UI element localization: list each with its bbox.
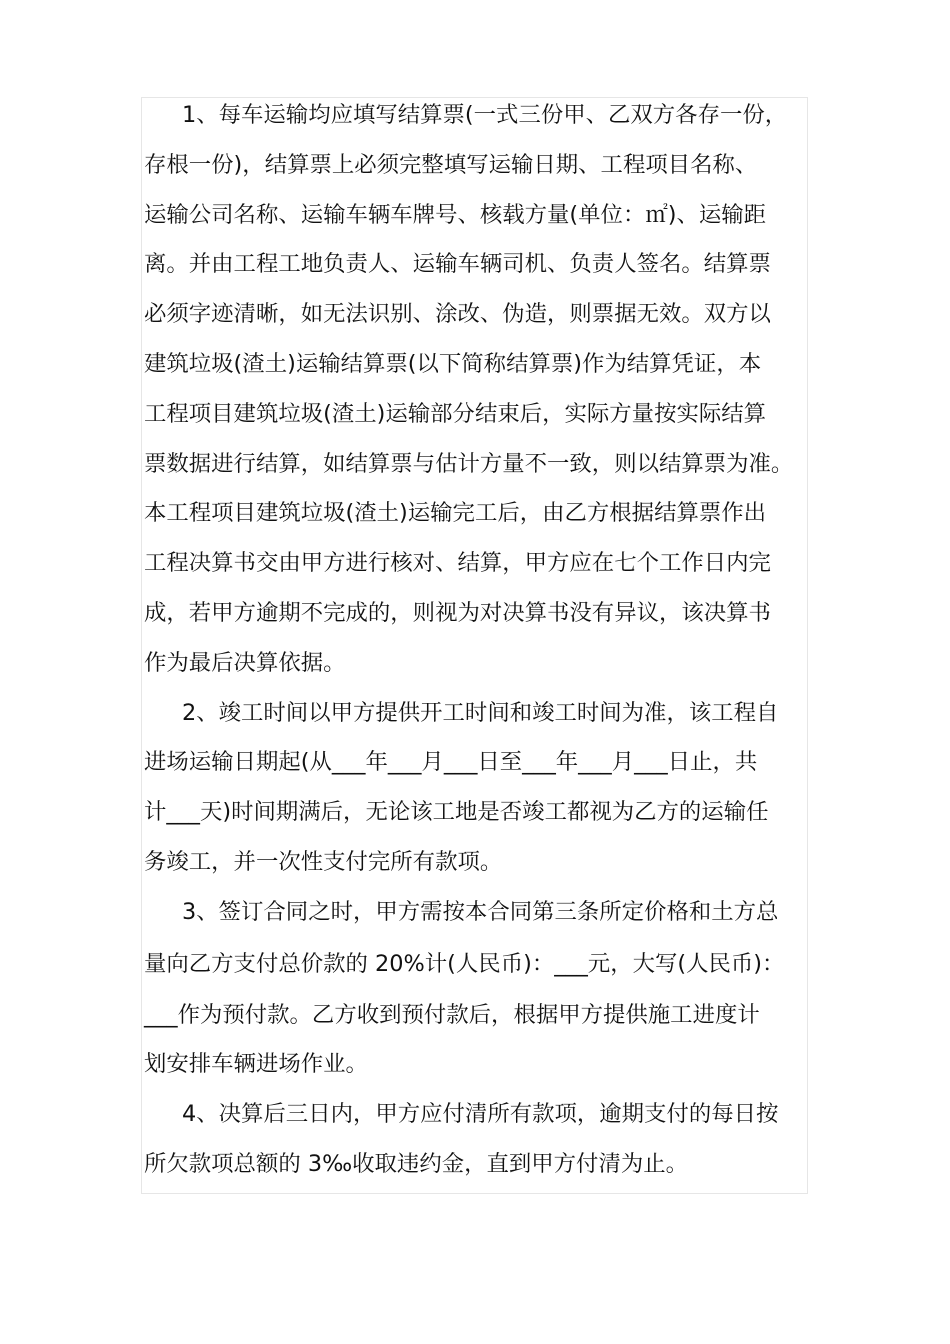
- paragraph-2: [144, 689, 814, 888]
- text-line: 4、决算后三日内，甲方应付清所有款项，逾期支付的每日按: [182, 1101, 779, 1128]
- text-line: 计___天)时间期满后，无论该工地是否竣工都视为乙方的运输任: [144, 799, 769, 826]
- text-line: 存根一份)，结算票上必须完整填写运输日期、工程项目名称、: [144, 151, 758, 178]
- text-line: 作为最后决算依据。: [144, 649, 346, 676]
- text-line: 划安排车辆进场作业。: [144, 1051, 368, 1078]
- text-line: 2、竣工时间以甲方提供开工时间和竣工时间为准，该工程自: [182, 699, 779, 726]
- contract-text: [144, 91, 814, 1190]
- text-line: ___作为预付款。乙方收到预付款后，根据甲方提供施工进度计: [144, 1001, 760, 1028]
- text-line: 量向乙方支付总价款的 20%计(人民币)：___元，大写(人民币)：: [144, 950, 785, 977]
- text-line: 必须字迹清晰，如无法识别、涂改、伪造，则票据无效。双方以: [144, 301, 771, 328]
- text-line: 成，若甲方逾期不完成的，则视为对决算书没有异议，该决算书: [144, 599, 771, 626]
- text-line: 3、签订合同之时，甲方需按本合同第三条所定价格和土方总: [182, 898, 779, 925]
- text-line: 运输公司名称、运输车辆车牌号、核载方量(单位：㎡)、运输距: [144, 201, 767, 228]
- text-line: 离。并由工程工地负责人、运输车辆司机、负责人签名。结算票: [144, 251, 771, 278]
- paragraph-1: [144, 91, 814, 689]
- paragraph-4: [144, 1090, 814, 1190]
- text-line: 票数据进行结算，如结算票与估计方量不一致，则以结算票为准。: [144, 450, 794, 477]
- text-line: 务竣工，并一次性支付完所有款项。: [144, 848, 503, 875]
- paragraph-3: [144, 888, 814, 1090]
- text-line: 进场运输日期起(从___年___月___日至___年___月___日止，共: [144, 749, 758, 776]
- text-line: 工程决算书交由甲方进行核对、结算，甲方应在七个工作日内完: [144, 550, 771, 577]
- text-line: 1、每车运输均应填写结算票(一式三份甲、乙双方各存一份，: [182, 102, 788, 128]
- text-line: 所欠款项总额的 3‰收取违约金，直到甲方付清为止。: [144, 1150, 688, 1177]
- text-line: 本工程项目建筑垃圾(渣土)运输完工后，由乙方根据结算票作出: [144, 500, 767, 527]
- text-line: 建筑垃圾(渣土)运输结算票(以下简称结算票)作为结算凭证，本: [144, 350, 762, 377]
- text-line: 工程项目建筑垃圾(渣土)运输部分结束后，实际方量按实际结算: [144, 400, 767, 427]
